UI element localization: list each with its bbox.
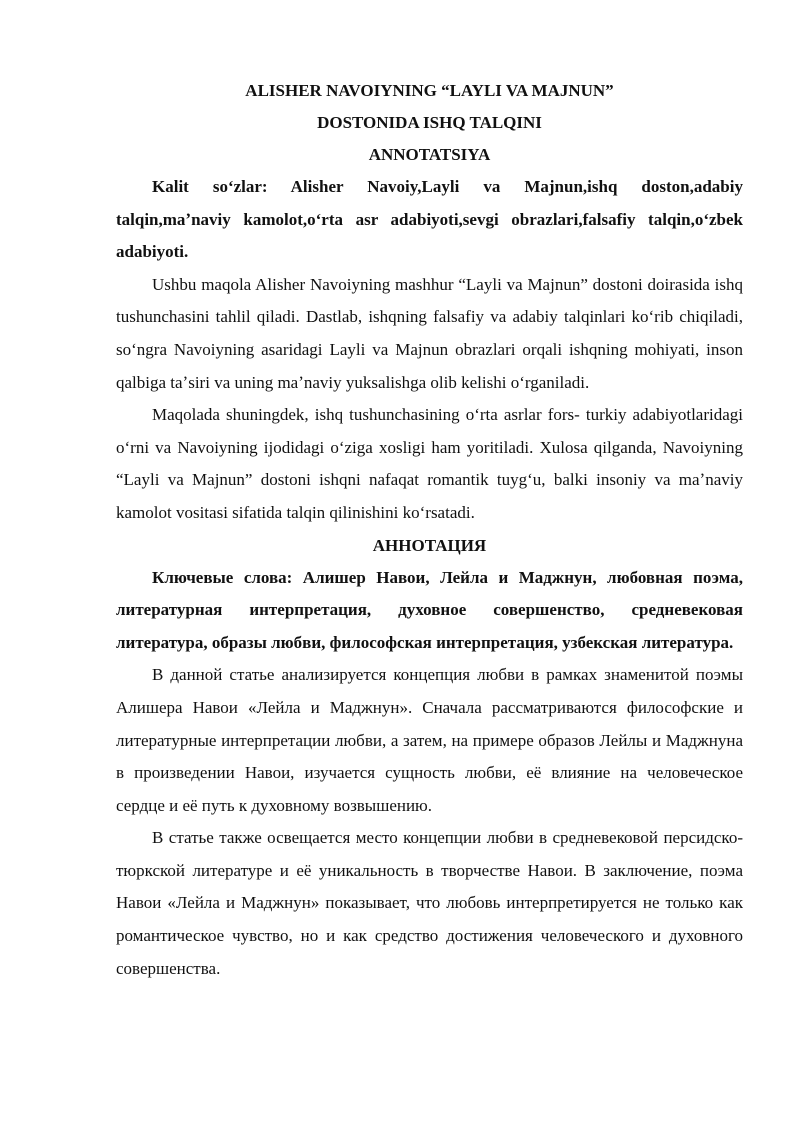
article-title-line-2: DOSTONIDA ISHQ TALQINI [317, 113, 542, 132]
uz-annotation-heading: ANNOTATSIYA [368, 145, 491, 164]
article-title-line-1: ALISHER NAVOIYNING “LAYLI VA MAJNUN” [245, 81, 614, 100]
uz-abstract-paragraph-2: Maqolada shuningdek, ishq tushunchasining oʻrta asrlar fors- turkiy adabiyotlaridagi oʻrni va Navoiyning ijodidagi oʻziga xosligi ham yoritiladi. Xulosa qilganda, Navoiyning “Layli va Majnun” dostoni ishqni nafaqat romantik tuygʻu, balki insoniy va maʼnaviy kamolot vositasi sifatida talqin qilinishini koʻrsatadi. [116, 405, 743, 522]
article-title [116, 75, 743, 139]
uz-keywords: Kalit soʻzlar: Alisher Navoiy,Layli va Majnun,ishq doston,adabiy talqin,maʼnaviy kamolot,oʻrta asr adabiyoti,sevgi obrazlari,falsafiy talqin,oʻzbek adabiyoti. [116, 177, 743, 262]
uz-abstract-paragraph-1: Ushbu maqola Alisher Navoiyning mashhur “Layli va Majnun” dostoni doirasida ishq tushunchasini tahlil qiladi. Dastlab, ishqning falsafiy va adabiy talqinlari koʻrib chiqiladi, soʻngra Navoiyning asaridagi Layli va Majnun obrazlari orqali ishqning mohiyati, inson qalbiga taʼsiri va uning maʼnaviy yuksalishga olib kelishi oʻrganiladi. [116, 274, 743, 392]
ru-annotation-heading: АННОТАЦИЯ [372, 535, 487, 555]
ru-abstract-paragraph-2: В статье также освещается место концепции любви в средневековой персидско-тюркской литературе и её уникальность в творчестве Навои. В заключение, поэма Навои «Лейла и Маджнун» показывает, что любовь интерпретируется не только как романтическое чувство, но и как средство достижения человеческого и духовного совершенства. [116, 828, 743, 978]
ru-keywords: Ключевые слова: Алишер Навои, Лейла и Маджнун, любовная поэма, литературная интерпретация, духовное совершенство, средневековая литература, образы любви, философская интерпретация, узбекская литература. [116, 567, 743, 652]
document-page [116, 75, 743, 985]
ru-abstract-paragraph-1: В данной статье анализируется концепция любви в рамках знаменитой поэмы Алишера Навои «Лейла и Маджнун». Сначала рассматриваются философские и литературные интерпретации любви, а затем, на примере образов Лейлы и Маджнуна в произведении Навои, изучается сущность любви, её влияние на человеческое сердце и её путь к духовному возвышению. [116, 665, 743, 815]
